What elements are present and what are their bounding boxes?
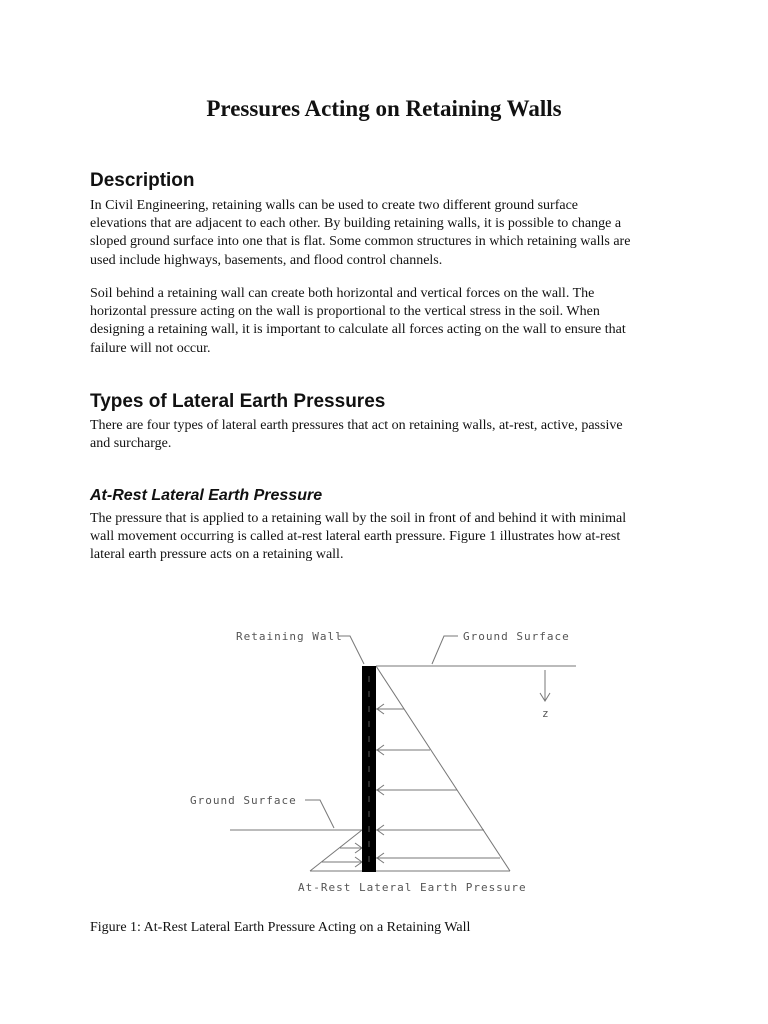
text-line: sloped ground surface into one that is flat. Some common structures in which retaining walls are — [90, 234, 631, 250]
text-line: In Civil Engineering, retaining walls can be used to create two different ground surface — [90, 198, 579, 213]
front-pressure-hypotenuse — [310, 830, 362, 871]
pressure-arrows — [376, 704, 500, 863]
at-rest-heading: At-Rest Lateral Earth Pressure — [90, 487, 323, 504]
figure-caption: Figure 1: At-Rest Lateral Earth Pressure Acting on a Retaining Wall — [90, 920, 471, 935]
text-line: wall movement occurring is called at-rest lateral earth pressure. Figure 1 illustrates how at-rest — [90, 529, 621, 545]
text-line: horizontal pressure acting on the wall is proportional to the vertical stress in the soil. When — [90, 304, 600, 320]
types-heading: Types of Lateral Earth Pressures — [90, 391, 386, 412]
pressure-diagram-hypotenuse — [376, 666, 510, 871]
ground-surface-top-label: Ground Surface — [463, 630, 570, 643]
text-line: and surcharge. — [90, 436, 172, 452]
depth-z-arrow — [540, 670, 550, 701]
description-heading: Description — [90, 170, 195, 191]
retaining-wall-label: Retaining Wall — [236, 630, 343, 643]
ground-surface-bottom-leader — [305, 800, 334, 828]
text-line: There are four types of lateral earth pressures that act on retaining walls, at-rest, active, passive — [90, 418, 623, 433]
text-line: Soil behind a retaining wall can create both horizontal and vertical forces on the wall. The — [90, 286, 595, 301]
document-title: Pressures Acting on Retaining Walls — [206, 96, 562, 121]
front-pressure-arrows — [322, 843, 362, 867]
text-line: elevations that are adjacent to each other. By building retaining walls, it is possible to change a — [90, 216, 622, 232]
ground-surface-bottom-label: Ground Surface — [190, 794, 297, 807]
pressure-diagram-label: At-Rest Lateral Earth Pressure — [298, 881, 527, 894]
depth-z-label: z — [542, 707, 550, 720]
text-line: lateral earth pressure acts on a retaining wall. — [90, 547, 344, 563]
text-line: designing a retaining wall, it is important to calculate all forces acting on the wall to ensure that — [90, 322, 626, 338]
ground-surface-top-leader — [432, 636, 458, 664]
text-line: failure will not occur. — [90, 340, 211, 356]
text-line: used include highways, basements, and flood control channels. — [90, 252, 443, 268]
text-line: The pressure that is applied to a retaining wall by the soil in front of and behind it with minimal — [90, 511, 627, 526]
